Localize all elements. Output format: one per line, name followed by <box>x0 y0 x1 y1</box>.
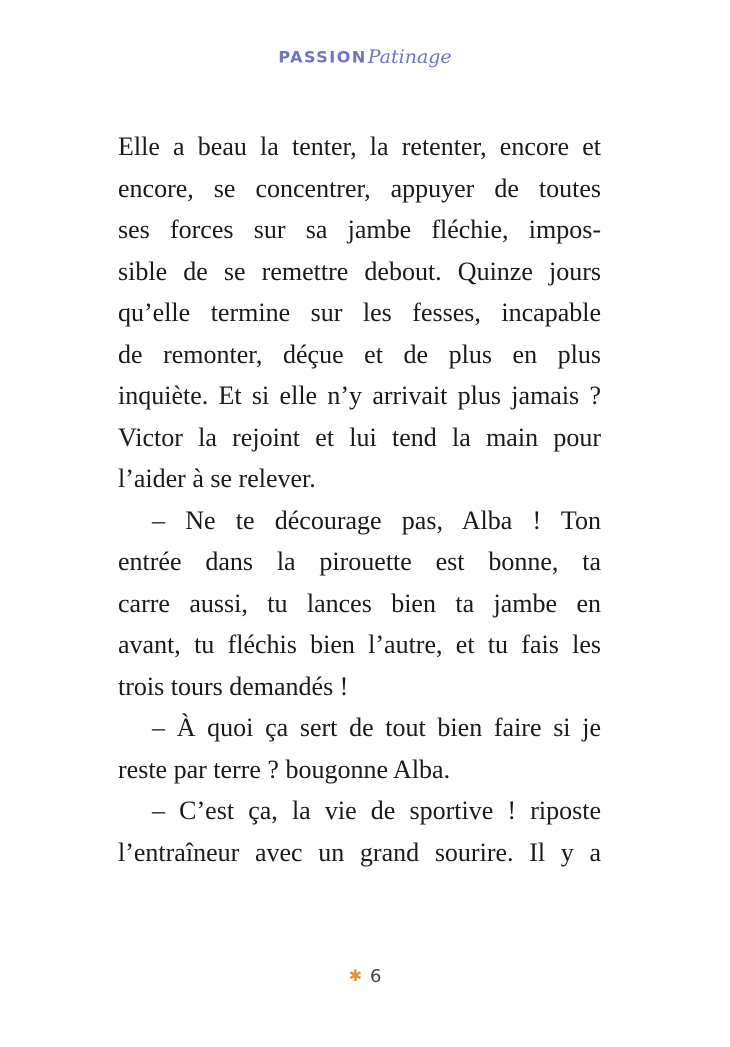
body-text <box>118 126 601 873</box>
series-title-main: PASSION <box>278 47 367 67</box>
running-head <box>0 46 730 68</box>
text-line: inquiète. Et si elle n’y arrivait plus jamais ? <box>118 381 601 410</box>
text-line: l’aider à se relever. <box>118 464 316 493</box>
page-footer <box>0 966 730 987</box>
text-line: Elle a beau la tenter, la retenter, encore et <box>118 132 601 161</box>
asterisk-ornament-icon: ✱ <box>348 966 362 985</box>
text-line: avant, tu fléchis bien l’autre, et tu fais les <box>118 630 601 659</box>
text-line: – Ne te décourage pas, Alba ! Ton <box>152 505 601 535</box>
text-line: de remonter, déçue et de plus en plus <box>118 339 601 369</box>
text-line: entrée dans la pirouette est bonne, ta <box>118 547 601 576</box>
text-line: l’entraîneur avec un grand sourire. Il y a <box>118 837 601 867</box>
text-line: sible de se remettre debout. Quinze jours <box>118 256 601 286</box>
text-line: Victor la rejoint et lui tend la main pour <box>118 422 601 452</box>
text-line: carre aussi, tu lances bien ta jambe en <box>118 588 601 618</box>
text-line: trois tours demandés ! <box>118 671 349 701</box>
text-line: ses forces sur sa jambe fléchie, impos- <box>118 215 601 244</box>
page-number: 6 <box>369 966 382 987</box>
text-line: qu’elle termine sur les fesses, incapable <box>118 298 601 327</box>
text-line: – À quoi ça sert de tout bien faire si je <box>152 713 601 742</box>
series-title-script: Patinage <box>367 46 452 68</box>
text-line: – C’est ça, la vie de sportive ! riposte <box>152 796 601 825</box>
text-line: encore, se concentrer, appuyer de toutes <box>118 173 601 203</box>
text-line: reste par terre ? bougonne Alba. <box>118 754 451 784</box>
